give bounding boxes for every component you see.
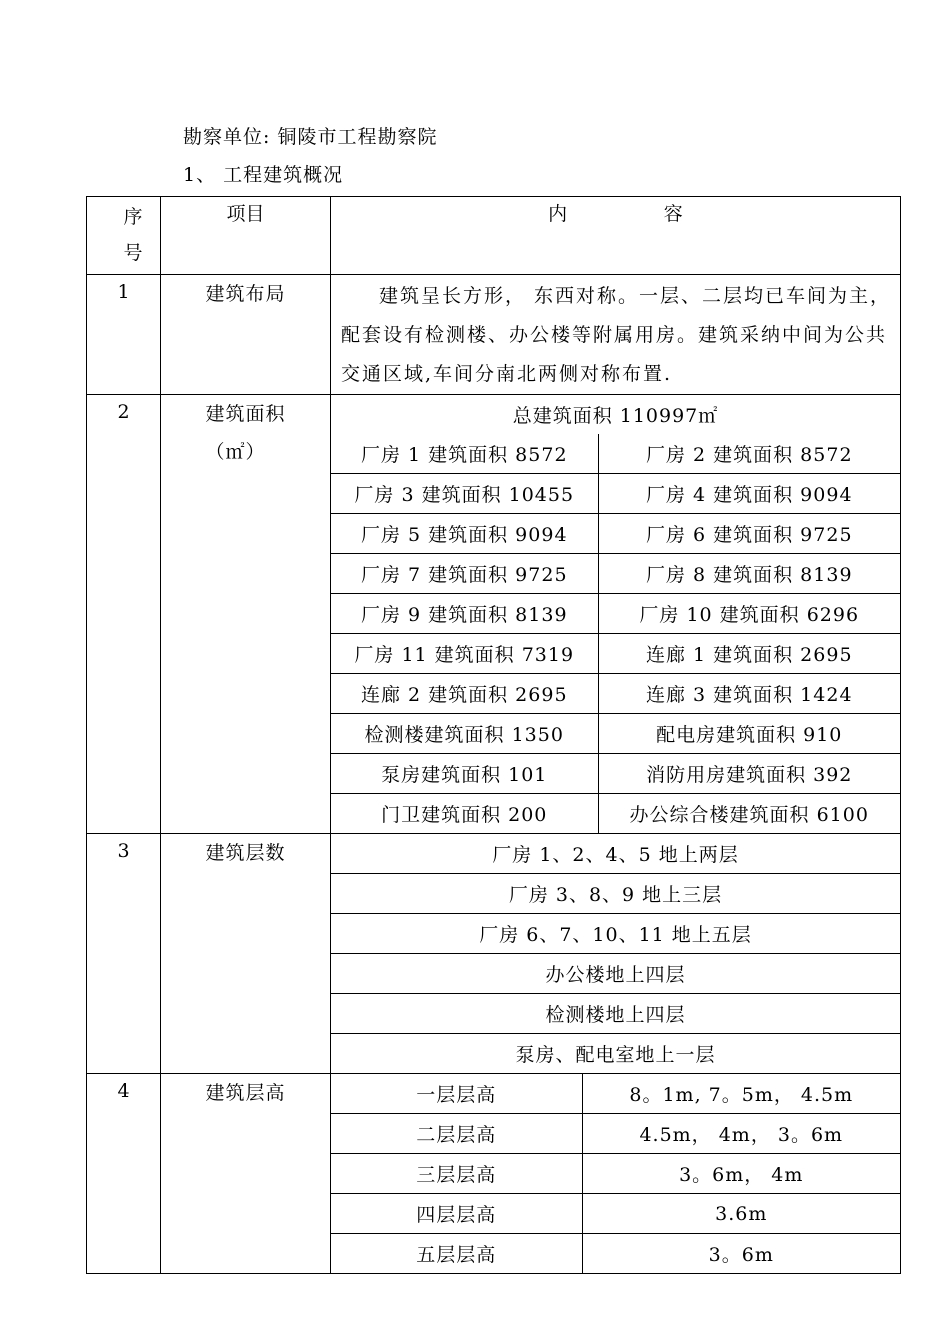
row-number: 1	[117, 281, 130, 303]
area-cell-left: 泵房建筑面积 101	[331, 754, 598, 794]
num-cell	[87, 834, 161, 1074]
content-cell	[331, 395, 901, 834]
header-content-cell	[331, 197, 901, 275]
row-number: 3	[117, 840, 130, 862]
table-row	[331, 834, 900, 874]
table-row	[331, 714, 900, 754]
table-row	[87, 834, 901, 1074]
area-cell-right: 连廊 3 建筑面积 1424	[598, 674, 900, 714]
table-row	[331, 794, 900, 834]
row-item: 建筑层数	[205, 842, 286, 864]
floor-height-cell: 4.5m， 4m， 3。6m	[582, 1114, 900, 1154]
header-seq: 序号	[123, 206, 143, 264]
floor-count-cell: 办公楼地上四层	[331, 954, 900, 994]
floor-height-cell: 3。6m， 4m	[582, 1154, 900, 1194]
floor-label-cell: 三层层高	[331, 1154, 582, 1194]
table-row	[331, 954, 900, 994]
area-subtable	[331, 395, 900, 833]
num-cell	[87, 275, 161, 395]
header-seq-cell	[87, 197, 161, 275]
item-cell	[161, 834, 331, 1074]
survey-unit: 勘察单位: 铜陵市工程勘察院	[183, 126, 438, 148]
header-item-cell	[161, 197, 331, 275]
floor-height-cell: 3.6m	[582, 1194, 900, 1234]
area-cell-left: 厂房 3 建筑面积 10455	[331, 474, 598, 514]
table-row	[331, 914, 900, 954]
floor-count-cell: 厂房 3、8、9 地上三层	[331, 874, 900, 914]
area-cell-right: 厂房 10 建筑面积 6296	[598, 594, 900, 634]
table-row	[331, 474, 900, 514]
floor-count-cell: 厂房 1、2、4、5 地上两层	[492, 844, 739, 866]
num-cell	[87, 1074, 161, 1274]
content-cell	[331, 1074, 901, 1274]
floor-count-cell: 检测楼地上四层	[331, 994, 900, 1034]
row-item: 建筑面积	[205, 403, 286, 425]
floor-label-cell: 一层层高	[416, 1084, 497, 1106]
area-unit: （㎡）	[205, 441, 266, 463]
row-item: 建筑层高	[205, 1082, 286, 1104]
area-cell-right: 消防用房建筑面积 392	[598, 754, 900, 794]
area-cell-left: 厂房 7 建筑面积 9725	[331, 554, 598, 594]
section-title: 1、 工程建筑概况	[183, 164, 344, 186]
table-row	[331, 874, 900, 914]
floor-label-cell: 五层层高	[331, 1234, 582, 1274]
header-content: 内 容	[548, 203, 683, 225]
table-row	[331, 594, 900, 634]
table-row	[331, 1034, 900, 1074]
table-row	[331, 514, 900, 554]
layout-description: 建筑呈长方形， 东西对称。一层、二层均已车间为主，配套设有检测楼、办公楼等附属用房。建筑采纳中间为公共交通区域,车间分南北两侧对称布置.	[341, 285, 892, 385]
area-cell-left: 厂房 1 建筑面积 8572	[360, 444, 568, 466]
area-cell-left: 连廊 2 建筑面积 2695	[331, 674, 598, 714]
area-cell-right: 连廊 1 建筑面积 2695	[598, 634, 900, 674]
area-cell-left: 检测楼建筑面积 1350	[331, 714, 598, 754]
floor-count-cell: 厂房 6、7、10、11 地上五层	[331, 914, 900, 954]
table-header-row	[87, 197, 901, 275]
table-row	[331, 1154, 900, 1194]
row-item: 建筑布局	[205, 283, 286, 305]
table-row	[331, 634, 900, 674]
table-row	[331, 554, 900, 594]
table-row	[331, 1234, 900, 1274]
item-cell	[161, 1074, 331, 1274]
item-cell	[161, 275, 331, 395]
table-row	[331, 434, 900, 474]
table-row	[331, 1074, 900, 1114]
heights-subtable	[331, 1074, 900, 1273]
table-row	[331, 674, 900, 714]
floor-label-cell: 四层层高	[331, 1194, 582, 1234]
floor-label-cell: 二层层高	[331, 1114, 582, 1154]
total-area: 总建筑面积 110997㎡	[512, 405, 719, 427]
header-item: 项目	[226, 203, 265, 225]
table-row	[87, 1074, 901, 1274]
area-cell-right: 厂房 6 建筑面积 9725	[598, 514, 900, 554]
table-row	[331, 994, 900, 1034]
floor-count-cell: 泵房、配电室地上一层	[331, 1034, 900, 1074]
table-row	[331, 1114, 900, 1154]
row-number: 2	[117, 401, 130, 423]
area-cell-right: 厂房 4 建筑面积 9094	[598, 474, 900, 514]
table-row	[331, 1194, 900, 1234]
table-row	[87, 395, 901, 834]
area-cell-left: 厂房 5 建筑面积 9094	[331, 514, 598, 554]
floor-height-cell: 8。1m, 7。5m， 4.5m	[582, 1074, 900, 1114]
area-cell-right: 配电房建筑面积 910	[598, 714, 900, 754]
content-cell	[331, 834, 901, 1074]
area-cell-right: 厂房 8 建筑面积 8139	[598, 554, 900, 594]
table-row	[331, 754, 900, 794]
area-cell-left: 厂房 11 建筑面积 7319	[331, 634, 598, 674]
area-cell-left: 厂房 9 建筑面积 8139	[331, 594, 598, 634]
area-cell-right: 厂房 2 建筑面积 8572	[598, 434, 900, 474]
building-overview-table	[86, 196, 901, 1274]
item-cell	[161, 395, 331, 834]
floors-subtable	[331, 834, 900, 1073]
content-cell	[331, 275, 901, 395]
table-row	[87, 275, 901, 395]
area-cell-right: 办公综合楼建筑面积 6100	[598, 794, 900, 834]
area-cell-left: 门卫建筑面积 200	[331, 794, 598, 834]
floor-height-cell: 3。6m	[582, 1234, 900, 1274]
row-number: 4	[117, 1080, 130, 1102]
